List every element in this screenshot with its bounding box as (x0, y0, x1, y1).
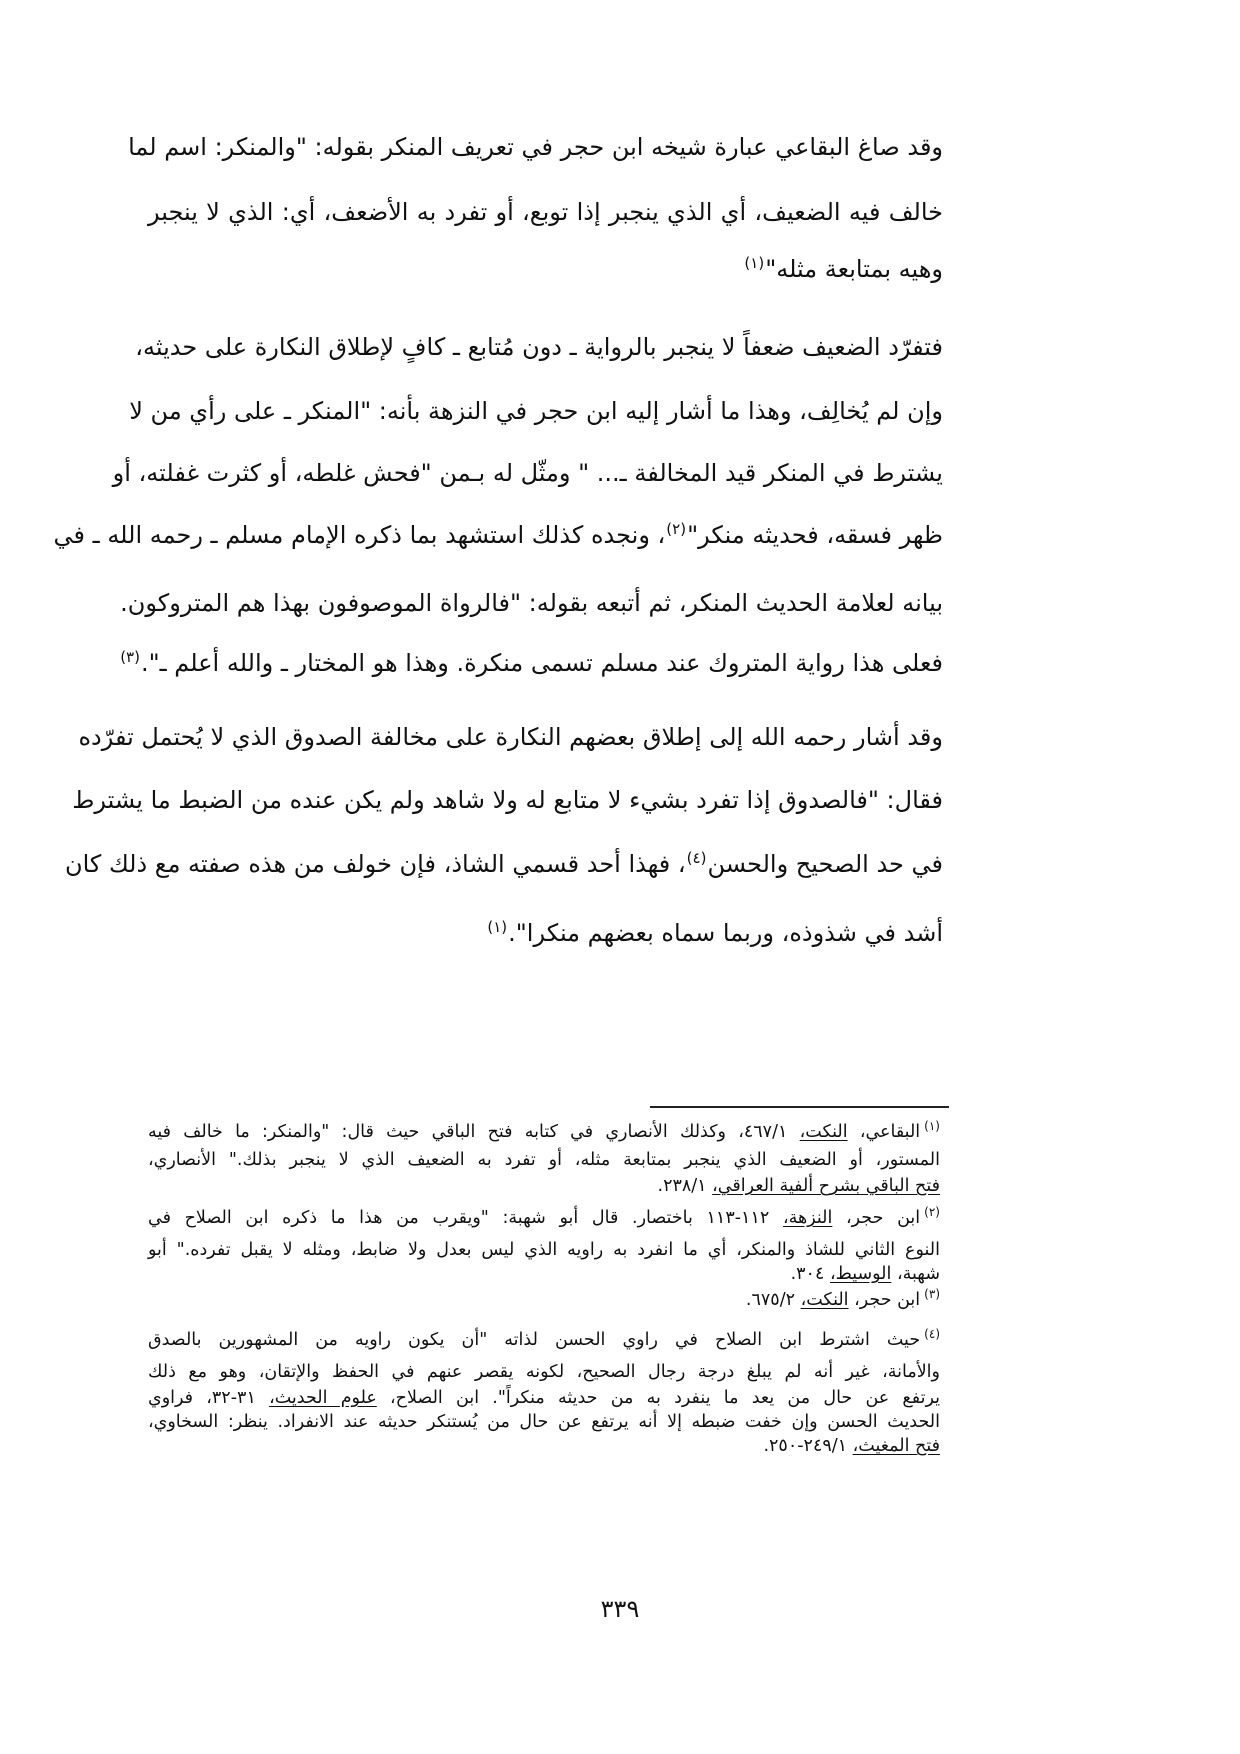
paragraph-2-line-2 (129, 394, 943, 428)
page-number: ٣٣٩ (600, 1595, 640, 1623)
footnote-divider (650, 1106, 949, 1108)
paragraph-2-line-3 (112, 456, 943, 490)
text-run: في حد الصحيح والحسن (707, 850, 943, 878)
footnote-reference[interactable]: (١) (487, 918, 508, 936)
text-run: ، فهذا أحد قسمي الشاذ، فإن خولف من هذه صفته مع ذلك كان (64, 850, 686, 878)
text-run: المستور، أو الضعيف الذي ينجبر بمتابعة مثله، أو تفرد به الضعيف الذي لا ينجبر بذلك." الأنصاري، (148, 1150, 940, 1170)
footnote-4-line-2 (148, 1360, 940, 1384)
text-run: ظهر فسقه، فحديثه منكر" (687, 521, 943, 549)
text-run: ٢٤٩/١-٢٥٠. (763, 1436, 853, 1456)
paragraph-2-line-6 (120, 646, 943, 680)
paragraph-3-line-3 (64, 847, 943, 881)
citation-title: النزهة، (782, 1208, 833, 1228)
paragraph-2-line-5 (120, 586, 943, 620)
footnote-number: (٣) (924, 1287, 940, 1302)
text-run: ٤٦٧/١، وكذلك الأنصاري في كتابه فتح الباقي حيث قال: "والمنكر: ما خالف فيه (148, 1122, 800, 1142)
footnote-1-line-3 (148, 1174, 940, 1198)
text-run: بيانه لعلامة الحديث المنكر، ثم أتبعه بقوله: "فالرواة الموصوفون بهذا هم المتروكون. (120, 589, 943, 617)
text-run: يشترط في المنكر قيد المخالفة ـ... " ومثّل له بـمن "فحش غلطه، أو كثرت غفلته، أو (112, 459, 943, 487)
footnote-number: (٤) (924, 1327, 940, 1342)
paragraph-3-line-1 (78, 720, 943, 754)
text-run: ٢٣٨/١. (657, 1176, 713, 1196)
footnote-reference[interactable]: (٢) (666, 520, 687, 538)
paragraph-1-line-2 (148, 195, 943, 229)
text-run: الحديث الحسن وإن خفت ضبطه إلا أنه يرتفع عن حال من يُستنكر حديثه عند الانفراد. ينظر: السخاوي، (148, 1412, 940, 1432)
citation-title: النكت، (800, 1290, 849, 1310)
text-run: ابن حجر، (832, 1208, 921, 1228)
footnote-4-line-1 (148, 1328, 940, 1352)
footnote-number: (٢) (924, 1205, 940, 1220)
footnote-4-line-3 (148, 1386, 940, 1410)
text-run: وهيه بمتابعة مثله" (765, 255, 943, 283)
footnote-reference[interactable]: (٤) (686, 849, 707, 867)
footnote-reference[interactable]: (١) (744, 254, 765, 272)
paragraph-3-line-2 (72, 783, 943, 817)
paragraph-1-line-3 (148, 252, 943, 286)
paragraph-2-line-4 (53, 518, 943, 552)
citation-title: علوم الحديث، (269, 1388, 377, 1408)
text-run: ١١٢-١١٣ باختصار. قال أبو شهبة: "ويقرب من هذا ما ذكره ابن الصلاح في (148, 1208, 783, 1228)
footnote-2-line-3 (148, 1262, 940, 1286)
footnote-1-line-2 (148, 1148, 940, 1172)
text-run: وقد صاغ البقاعي عبارة شيخه ابن حجر في تعريف المنكر بقوله: "والمنكر: اسم لما (128, 133, 943, 161)
text-run: ٣٠٤. (790, 1264, 830, 1284)
footnote-4-line-4 (148, 1410, 940, 1434)
citation-title: النكت، (799, 1122, 848, 1142)
text-run: وقد أشار رحمه الله إلى إطلاق بعضهم النكارة على مخالفة الصدوق الذي لا يُحتمل تفرّده (78, 723, 943, 751)
footnote-4-line-5 (148, 1434, 940, 1458)
footnote-reference[interactable]: (٣) (120, 648, 140, 666)
text-run: ابن حجر، (848, 1290, 921, 1310)
text-run: شهبة، (891, 1264, 940, 1284)
text-run: فقال: "فالصدوق إذا تفرد بشيء لا متابع له ولا شاهد ولم يكن عنده من الضبط ما يشترط (72, 786, 943, 814)
text-run: أشد في شذوذه، وربما سماه بعضهم منكرا". (508, 919, 943, 947)
text-run: وإن لم يُخالِف، وهذا ما أشار إليه ابن حجر في النزهة بأنه: "المنكر ـ على رأي من لا (129, 397, 943, 425)
citation-title: فتح المغيث، (852, 1436, 940, 1456)
text-run: يرتفع عن حال من يعد ما ينفرد به من حديثه منكراً". ابن الصلاح، (376, 1388, 940, 1408)
citation-title: فتح الباقي بشرح ألفية العراقي، (712, 1176, 940, 1196)
text-run: خالف فيه الضعيف، أي الذي ينجبر إذا توبع، أو تفرد به الأضعف، أي: الذي لا ينجبر (148, 198, 943, 226)
text-run: فعلى هذا رواية المتروك عند مسلم تسمى منكرة. وهذا هو المختار ـ والله أعلم ـ". (140, 649, 943, 677)
text-run: ، ونجده كذلك استشهد بما ذكره الإمام مسلم ـ رحمه الله ـ في (53, 521, 666, 549)
footnote-2-line-1 (148, 1206, 940, 1230)
paragraph-2-line-1 (135, 330, 943, 364)
text-run: والأمانة، غير أنه لم يبلغ درجة رجال الصحيح، لكونه يقصر عنهم في الحفظ والإتقان، وهو مع ذلك (148, 1362, 940, 1382)
paragraph-3-line-4 (148, 916, 943, 950)
text-run: حيث اشترط ابن الصلاح في راوي الحسن لذاته "أن يكون راويه من المشهورين بالصدق (148, 1330, 921, 1350)
text-run: فتفرّد الضعيف ضعفاً لا ينجبر بالرواية ـ دون مُتابع ـ كافٍ لإطلاق النكارة على حديثه، (135, 333, 943, 361)
paragraph-1-line-1 (128, 130, 943, 164)
text-run: البقاعي، (847, 1122, 921, 1142)
text-run: ٦٧٥/٢. (745, 1290, 801, 1310)
footnote-3-line-1 (148, 1288, 940, 1312)
citation-title: الوسيط، (829, 1264, 892, 1284)
text-run: ٣١-٣٢، فراوي (148, 1388, 270, 1408)
footnote-2-line-2 (148, 1238, 940, 1262)
footnote-number: (١) (924, 1119, 940, 1134)
footnote-1-line-1 (148, 1120, 940, 1144)
text-run: النوع الثاني للشاذ والمنكر، أي ما انفرد به راويه الذي ليس بعدل ولا ضابط، ومثله لا يقبل تفرده." أبو (148, 1240, 940, 1260)
